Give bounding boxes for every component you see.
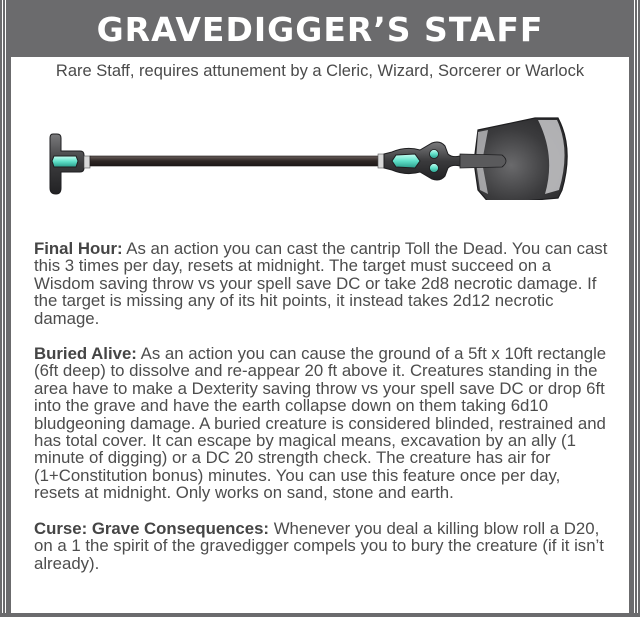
staff-illustration-icon — [40, 110, 580, 200]
feature-name: Final Hour: — [34, 239, 123, 258]
feature-name: Curse: Grave Consequences: — [34, 518, 270, 538]
card-inner-border-right — [629, 57, 631, 613]
feature-text: As an action you can cause the ground of a 5ft x 10ft rectangle (6ft deep) to dissolve and re-appear 20 ft above it. Creatures standing in the area have to make a Dexterity saving throw vs your spell save DC or drop 6ft into the grave and have the earth collapse down on them taking 6d10 bludgeoning damage. A buried creature is considered blinded, restrained and has total cover. It can escape by magical means, excavation by an ally (1 minute of digging) or a DC 20 strength check. The creature has air for (1+Constitution bonus) minutes. You can use this feature once per day, resets at midnight. Only works on sand, stone and earth. — [34, 344, 607, 503]
card-border-right — [631, 0, 640, 617]
feature-buried-alive — [34, 345, 610, 502]
card-inner-border-left — [9, 57, 11, 613]
feature-text: As an action you can cast the cantrip Toll the Dead. You can cast this 3 times per day, resets at midnight. The target must succeed on a Wisdom saving throw vs your spell save DC or take 2d8 necrotic damage. If the target is missing any of its hit points, it instead takes 2d12 necrotic damage. — [34, 239, 608, 328]
card-border-left — [0, 0, 9, 617]
feature-text: Whenever you deal a killing blow roll a D20, on a 1 the spirit of the gravedigger compels you to bury the creature (if it isn’t already). — [34, 518, 604, 573]
feature-curse-grave-consequences — [34, 520, 610, 572]
feature-list — [34, 240, 610, 590]
feature-name: Buried Alive: — [34, 344, 137, 364]
item-title: GRAVEDIGGER’S STAFF — [96, 10, 544, 49]
item-subtitle: Rare Staff, requires attunement by a Cleric, Wizard, Sorcerer or Warlock — [55, 62, 585, 80]
card-border-bottom — [0, 613, 640, 617]
feature-final-hour — [34, 240, 610, 327]
card-header — [9, 0, 631, 57]
